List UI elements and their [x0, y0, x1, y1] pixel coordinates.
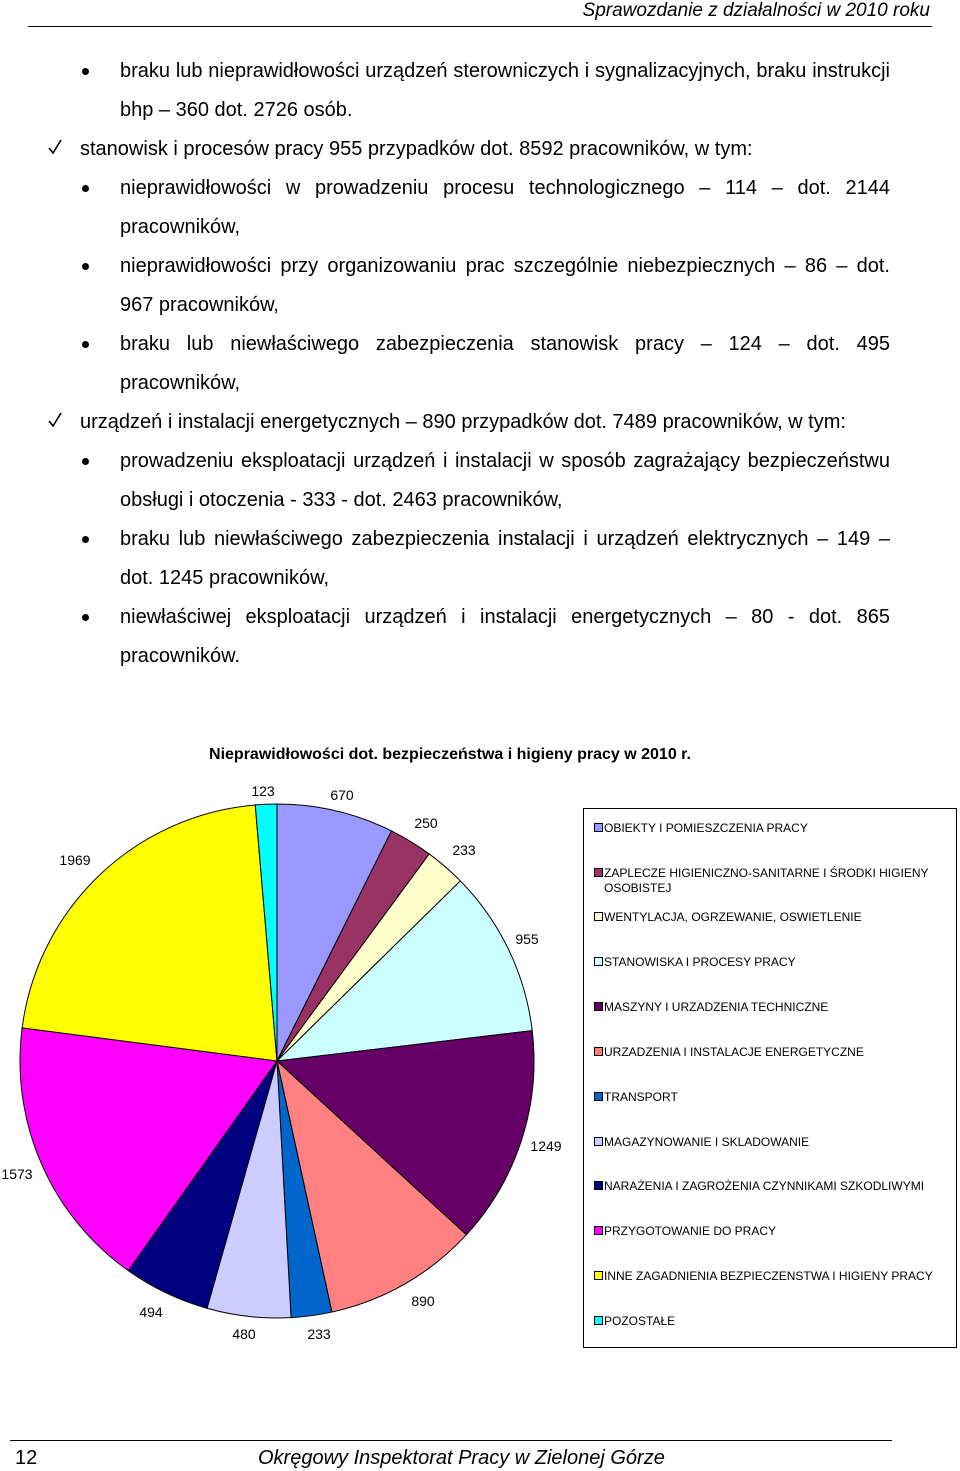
legend-item: [594, 910, 952, 925]
legend-swatch: [594, 1271, 603, 1280]
legend-item: [594, 1090, 952, 1105]
footer-organization: Okręgowy Inspektorat Pracy w Zielonej Górze: [258, 1447, 665, 1469]
data-label: 494: [139, 1304, 163, 1320]
page-number: 12: [15, 1447, 38, 1469]
data-label: 250: [414, 815, 438, 831]
list-item-text: nieprawidłowości przy organizowaniu prac szczególnie niebezpiecznych – 86 – dot. 967 pracowników,: [120, 255, 890, 316]
legend-item: [594, 1224, 952, 1239]
list-item: [80, 403, 890, 442]
data-label: 1573: [1, 1166, 33, 1182]
legend-swatch: [594, 957, 603, 966]
legend-swatch: [594, 1181, 603, 1190]
list-item: [120, 169, 890, 247]
legend-swatch: [594, 868, 603, 877]
legend-item: [594, 1045, 952, 1060]
chart-title: Nieprawidłowości dot. bezpieczeństwa i higieny pracy w 2010 r.: [209, 746, 691, 763]
legend-item: [594, 1000, 952, 1015]
legend-label: OBIEKTY I POMIESZCZENIA PRACY: [604, 821, 808, 835]
legend-label: WENTYLACJA, OGRZEWANIE, OSWIETLENIE: [604, 910, 862, 924]
list-item-text: niewłaściwej eksploatacji urządzeń i instalacji energetycznych – 80 - dot. 865 pracowników.: [120, 606, 890, 667]
legend-label: POZOSTAŁE: [604, 1314, 676, 1328]
legend-item: [594, 1269, 952, 1284]
data-label: 233: [452, 842, 476, 858]
legend-swatch: [594, 1316, 603, 1325]
list-item-text: stanowisk i procesów pracy 955 przypadków dot. 8592 pracowników, w tym:: [80, 138, 753, 160]
legend-label: TRANSPORT: [604, 1090, 678, 1104]
list-item-text: braku lub niewłaściwego zabezpieczenia instalacji i urządzeń elektrycznych – 149 – dot. 1245 pracowników,: [120, 528, 890, 589]
data-label: 670: [330, 787, 354, 803]
list-item-text: braku lub niewłaściwego zabezpieczenia stanowisk pracy – 124 – dot. 495 pracowników,: [120, 333, 890, 394]
legend-item: [594, 866, 952, 896]
legend-swatch: [594, 1092, 603, 1101]
legend-item: [594, 955, 952, 970]
legend-label: URZADZENIA I INSTALACJE ENERGETYCZNE: [604, 1045, 864, 1059]
page-header: [28, 0, 932, 27]
data-label: 233: [307, 1326, 331, 1342]
list-item: [120, 442, 890, 520]
legend-label: INNE ZAGADNIENIA BEZPIECZENSTWA I HIGIENY PRACY: [604, 1269, 933, 1283]
data-label: 1249: [530, 1138, 562, 1154]
legend-swatch: [594, 1047, 603, 1056]
pie-slice: [22, 805, 277, 1061]
list-item-text: prowadzeniu eksploatacji urządzeń i instalacji w sposób zagrażający bezpieczeństwu obsługi i otoczenia - 333 - dot. 2463 pracowników,: [120, 450, 890, 511]
legend-swatch: [594, 1002, 603, 1011]
page-footer: [10, 1440, 892, 1471]
list-item: [120, 598, 890, 676]
data-label: 955: [515, 931, 539, 947]
legend-item: [594, 1179, 952, 1194]
legend-label: MAGAZYNOWANIE I SKLADOWANIE: [604, 1135, 810, 1149]
legend-item: [594, 821, 952, 836]
data-label: 480: [232, 1326, 256, 1342]
legend-label: NARAŻENIA I ZAGROŻENIA CZYNNIKAMI SZKODLIWYMI: [604, 1179, 925, 1193]
legend-item: [594, 1135, 952, 1150]
chart-legend: [583, 808, 957, 1348]
list-item-text: urządzeń i instalacji energetycznych – 890 przypadków dot. 7489 pracowników, w tym:: [80, 411, 846, 433]
legend-label: ZAPLECZE HIGIENICZNO-SANITARNE I ŚRODKI HIGIENY OSOBISTEJ: [604, 866, 929, 895]
list-item-text: nieprawidłowości w prowadzeniu procesu technologicznego – 114 – dot. 2144 pracowników,: [120, 177, 890, 238]
data-label: 1969: [59, 852, 91, 868]
list-item: [120, 520, 890, 598]
legend-swatch: [594, 823, 603, 832]
legend-item: [594, 1314, 952, 1329]
list-item: [120, 247, 890, 325]
legend-swatch: [594, 1226, 603, 1235]
list-item: [80, 130, 890, 169]
data-label: 890: [411, 1293, 435, 1309]
legend-label: MASZYNY I URZADZENIA TECHNICZNE: [604, 1000, 829, 1014]
legend-label: PRZYGOTOWANIE DO PRACY: [604, 1224, 777, 1238]
list-item: [120, 52, 890, 130]
header-title: Sprawozdanie z działalności w 2010 roku: [582, 0, 930, 21]
list-item: [120, 325, 890, 403]
document-body: [0, 52, 960, 676]
legend-swatch: [594, 1137, 603, 1146]
data-label: 123: [251, 783, 275, 799]
legend-swatch: [594, 912, 603, 921]
legend-label: STANOWISKA I PROCESY PRACY: [604, 955, 796, 969]
list-item-text: braku lub nieprawidłowości urządzeń sterowniczych i sygnalizacyjnych, braku instrukcji bhp – 360 dot. 2726 osób.: [120, 60, 890, 121]
